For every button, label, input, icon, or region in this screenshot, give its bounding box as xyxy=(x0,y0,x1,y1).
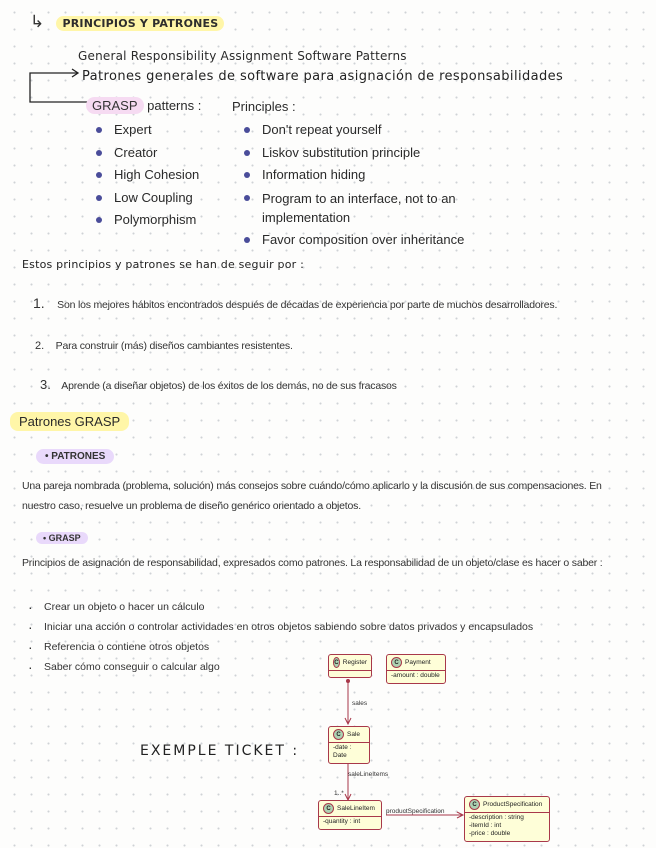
class-icon: C xyxy=(333,657,340,668)
uml-product xyxy=(464,796,550,842)
patrones-text: Una pareja nombrada (problema, solución) más consejos sobre cuándo/cómo aplicarlo y la discusión de sus compensaciones. En nuestro caso, resuelve un problema de diseño genérico orientado a objetos. xyxy=(22,480,602,512)
uml-label-productspec: productSpecification xyxy=(386,808,445,815)
list-item: Liskov substitution principle xyxy=(244,142,494,165)
patrones-tag xyxy=(36,446,114,464)
reason-2 xyxy=(35,336,293,354)
turn-arrow-icon: ↳ xyxy=(30,12,45,32)
list-item: Information hiding xyxy=(244,164,494,187)
grasp-patterns-list xyxy=(96,119,199,232)
list-item: Don't repeat yourself xyxy=(244,119,494,142)
reason-text: Para construir (más) diseños cambiantes resistentes. xyxy=(55,340,293,352)
reason-number: 1. xyxy=(33,295,45,311)
uml-class-name: Register xyxy=(342,659,367,666)
uml-sale xyxy=(328,726,370,764)
list-item: Expert xyxy=(96,119,199,142)
reason-number: 3. xyxy=(40,377,51,392)
uml-saleline-head xyxy=(319,801,381,817)
reason-text: Aprende (a diseñar objetos) de los éxitos de los demás, no de sus fracasos xyxy=(61,380,397,392)
heading xyxy=(30,12,224,32)
grasp-patterns-title-rest: patterns : xyxy=(147,98,202,113)
uml-attr: -amount : double xyxy=(391,672,440,679)
grasp-english: General Responsibility Assignment Software Patterns xyxy=(78,49,407,63)
list-item: Program to an interface, not to an implementation xyxy=(244,187,487,229)
uml-attr: -itemId : int xyxy=(469,822,502,829)
uml-attr: -description : string xyxy=(469,814,524,821)
list-item: · Saber cómo conseguir o calcular algo xyxy=(26,657,533,677)
grasp-tag-text: • GRASP xyxy=(36,532,88,544)
grasp-text: Principios de asignación de responsabilidad, expresados como patrones. La responsabilidad de un objeto/clase es hacer o saber : xyxy=(22,557,603,569)
reason-3 xyxy=(40,376,397,394)
uml-product-head xyxy=(465,797,549,813)
uml-saleline xyxy=(318,800,382,830)
grasp-highlight: GRASP xyxy=(86,97,144,114)
class-icon: C xyxy=(469,799,480,810)
uml-attr: -price : double xyxy=(469,830,511,837)
uml-label-salelineitems: saleLineItems xyxy=(348,771,389,778)
reason-1 xyxy=(33,295,557,313)
uml-label-multiplicity: 1..* xyxy=(334,790,344,797)
grasp-tag xyxy=(36,528,88,546)
list-item: Favor composition over inheritance xyxy=(244,229,494,252)
uml-attr: -quantity : int xyxy=(323,818,361,825)
uml-register-head xyxy=(329,655,371,671)
list-item: · Iniciar una acción o controlar actividades en otros objetos sabiendo sobre datos privados y encapsulados xyxy=(26,617,533,637)
section-title-text: Patrones GRASP xyxy=(10,412,129,431)
list-item: Polymorphism xyxy=(96,209,199,232)
list-item: · Crear un objeto o hacer un cálculo xyxy=(26,597,533,617)
uml-payment-head xyxy=(387,655,445,671)
uml-sale-head xyxy=(329,727,369,743)
class-icon: C xyxy=(333,729,344,740)
uml-class-name: Payment xyxy=(405,659,431,666)
reason-number: 2. xyxy=(35,340,45,352)
heading-title: PRINCIPIOS Y PATRONES xyxy=(56,16,224,31)
list-item: Low Coupling xyxy=(96,187,199,210)
grasp-patterns-title xyxy=(86,98,201,113)
class-icon: C xyxy=(391,657,402,668)
list-item: High Cohesion xyxy=(96,164,199,187)
list-item: · Referencia o contiene otros objetos xyxy=(26,637,533,657)
principles-list xyxy=(244,119,494,251)
class-icon: C xyxy=(323,803,334,814)
patrones-tag-text: • PATRONES xyxy=(36,449,114,464)
section-title xyxy=(10,413,129,431)
list-item: Creator xyxy=(96,142,199,165)
reason-text: Son los mejores hábitos encontrados después de décadas de experiencia por parte de muchos desarrolladores. xyxy=(57,299,558,311)
uml-label-sales: sales xyxy=(352,700,368,707)
follow-intro: Estos principios y patrones se han de seguir por : xyxy=(22,258,304,271)
uml-attrs xyxy=(465,813,549,841)
principles-title: Principles : xyxy=(232,99,296,114)
uml-class-name: SaleLineItem xyxy=(337,805,375,812)
uml-class-name: Sale xyxy=(347,731,361,738)
uml-class-name: ProductSpecification xyxy=(483,801,543,808)
uml-register xyxy=(328,654,372,678)
example-label: EXEMPLE TICKET : xyxy=(140,743,300,759)
uml-attr: -date : Date xyxy=(333,744,352,759)
uml-payment xyxy=(386,654,446,684)
grasp-spanish: Patrones generales de software para asignación de responsabilidades xyxy=(82,69,564,84)
